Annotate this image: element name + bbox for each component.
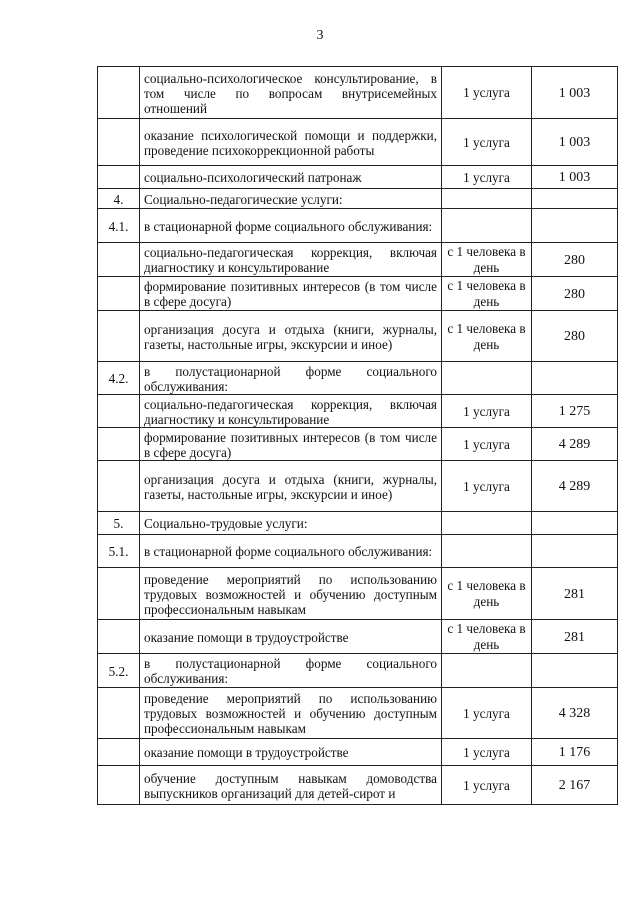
unit-cell — [442, 189, 532, 209]
service-name-cell: Социально-трудовые услуги: — [140, 512, 442, 535]
table-row — [98, 209, 618, 243]
row-number-cell: 5.1. — [98, 535, 140, 568]
row-number-cell — [98, 739, 140, 766]
table-row — [98, 166, 618, 189]
unit-cell: 1 услуга — [442, 395, 532, 428]
service-name-cell: формирование позитивных интересов (в том числе в сфере досуга) — [140, 277, 442, 311]
table-row — [98, 568, 618, 620]
table-row — [98, 428, 618, 461]
page-number: 3 — [316, 28, 324, 43]
price-cell: 2 167 — [532, 766, 618, 805]
unit-cell: с 1 человека в день — [442, 568, 532, 620]
row-number-cell: 4.2. — [98, 362, 140, 395]
unit-cell — [442, 654, 532, 688]
service-name-cell: в стационарной форме социального обслуживания: — [140, 535, 442, 568]
service-name-cell: организация досуга и отдыха (книги, журналы, газеты, настольные игры, экскурсии и иное) — [140, 311, 442, 362]
service-name-cell: организация досуга и отдыха (книги, журналы, газеты, настольные игры, экскурсии и иное) — [140, 461, 442, 512]
price-cell — [532, 189, 618, 209]
price-cell: 1 176 — [532, 739, 618, 766]
service-name-cell: Социально-педагогические услуги: — [140, 189, 442, 209]
unit-cell: 1 услуга — [442, 67, 532, 119]
row-number-cell — [98, 461, 140, 512]
table-row — [98, 688, 618, 739]
row-number-cell — [98, 277, 140, 311]
row-number-cell — [98, 67, 140, 119]
table-row — [98, 119, 618, 166]
price-cell: 280 — [532, 243, 618, 277]
unit-cell: 1 услуга — [442, 766, 532, 805]
price-cell: 280 — [532, 277, 618, 311]
price-cell: 1 275 — [532, 395, 618, 428]
row-number-cell: 5.2. — [98, 654, 140, 688]
service-name-cell: социально-психологический патронаж — [140, 166, 442, 189]
unit-cell: 1 услуга — [442, 739, 532, 766]
price-cell — [532, 512, 618, 535]
row-number-cell — [98, 119, 140, 166]
price-cell: 281 — [532, 620, 618, 654]
unit-cell: 1 услуга — [442, 461, 532, 512]
unit-cell: с 1 человека в день — [442, 243, 532, 277]
table-row — [98, 67, 618, 119]
row-number-cell — [98, 428, 140, 461]
row-number-cell — [98, 766, 140, 805]
service-name-cell: социально-педагогическая коррекция, включая диагностику и консультирование — [140, 243, 442, 277]
table-row — [98, 654, 618, 688]
table-row — [98, 311, 618, 362]
service-name-cell: в полустационарной форме социального обслуживания: — [140, 362, 442, 395]
table-row — [98, 739, 618, 766]
price-cell: 4 289 — [532, 428, 618, 461]
price-cell: 1 003 — [532, 67, 618, 119]
price-cell — [532, 535, 618, 568]
service-name-cell: социально-психологическое консультирование, в том числе по вопросам внутрисемейных отношений — [140, 67, 442, 119]
table-row — [98, 277, 618, 311]
row-number-cell — [98, 166, 140, 189]
unit-cell: 1 услуга — [442, 428, 532, 461]
price-cell: 4 289 — [532, 461, 618, 512]
table-row — [98, 461, 618, 512]
row-number-cell: 4. — [98, 189, 140, 209]
unit-cell: с 1 человека в день — [442, 620, 532, 654]
table-row — [98, 243, 618, 277]
row-number-cell — [98, 688, 140, 739]
unit-cell — [442, 512, 532, 535]
price-cell — [532, 654, 618, 688]
table-row — [98, 395, 618, 428]
table-row — [98, 189, 618, 209]
table-row — [98, 362, 618, 395]
service-name-cell: формирование позитивных интересов (в том числе в сфере досуга) — [140, 428, 442, 461]
price-cell: 4 328 — [532, 688, 618, 739]
service-name-cell: проведение мероприятий по использованию трудовых возможностей и обучению доступным профессиональным навыкам — [140, 688, 442, 739]
table-row — [98, 766, 618, 805]
price-cell: 1 003 — [532, 119, 618, 166]
unit-cell: 1 услуга — [442, 166, 532, 189]
row-number-cell — [98, 311, 140, 362]
price-cell — [532, 362, 618, 395]
table-row — [98, 620, 618, 654]
price-cell — [532, 209, 618, 243]
unit-cell: с 1 человека в день — [442, 277, 532, 311]
service-name-cell: в стационарной форме социального обслуживания: — [140, 209, 442, 243]
unit-cell: с 1 человека в день — [442, 311, 532, 362]
price-cell: 1 003 — [532, 166, 618, 189]
row-number-cell — [98, 243, 140, 277]
unit-cell — [442, 209, 532, 243]
unit-cell — [442, 535, 532, 568]
service-name-cell: проведение мероприятий по использованию трудовых возможностей и обучению доступным профессиональным навыкам — [140, 568, 442, 620]
service-name-cell: обучение доступным навыкам домоводства выпускников организаций для детей-сирот и — [140, 766, 442, 805]
service-name-cell: в полустационарной форме социального обслуживания: — [140, 654, 442, 688]
unit-cell — [442, 362, 532, 395]
service-name-cell: социально-педагогическая коррекция, включая диагностику и консультирование — [140, 395, 442, 428]
service-name-cell: оказание помощи в трудоустройстве — [140, 739, 442, 766]
price-cell: 280 — [532, 311, 618, 362]
row-number-cell: 4.1. — [98, 209, 140, 243]
unit-cell: 1 услуга — [442, 119, 532, 166]
service-name-cell: оказание психологической помощи и поддержки, проведение психокоррекционной работы — [140, 119, 442, 166]
tariff-table — [97, 66, 618, 805]
row-number-cell — [98, 395, 140, 428]
row-number-cell — [98, 620, 140, 654]
price-cell: 281 — [532, 568, 618, 620]
row-number-cell: 5. — [98, 512, 140, 535]
service-name-cell: оказание помощи в трудоустройстве — [140, 620, 442, 654]
row-number-cell — [98, 568, 140, 620]
tariff-table-body — [98, 67, 618, 805]
table-row — [98, 512, 618, 535]
unit-cell: 1 услуга — [442, 688, 532, 739]
table-row — [98, 535, 618, 568]
